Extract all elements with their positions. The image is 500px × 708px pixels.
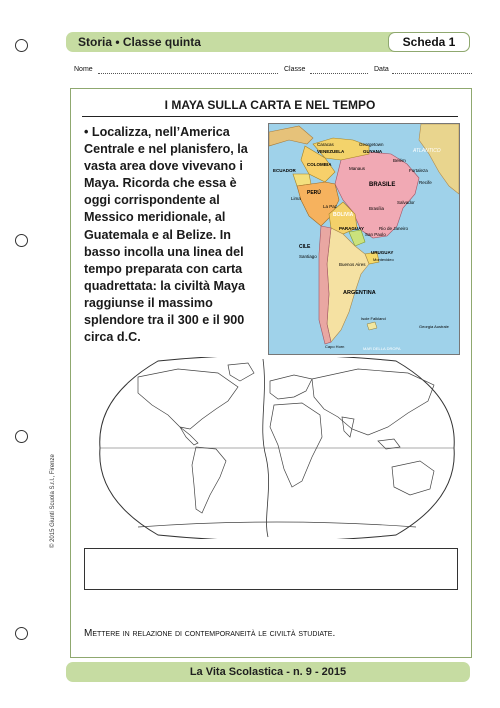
map-label: ARGENTINA	[343, 290, 376, 296]
name-label: Nome	[74, 66, 93, 73]
map-label: Isole Falkland	[361, 316, 386, 321]
map-label: GUYANA	[363, 149, 383, 154]
map-label: COLOMBIA	[307, 162, 332, 167]
map-label: Georgia Australe	[419, 324, 449, 329]
world-map-graphic	[98, 357, 456, 539]
south-america-map	[268, 123, 460, 355]
sheet-number: Scheda 1	[388, 32, 470, 52]
map-label: BOLIVIA	[333, 212, 354, 218]
map-label: PARAGUAY	[339, 226, 365, 231]
map-label: PERÚ	[307, 190, 321, 196]
copyright-note: © 2015 Giunti Scuola S.r.l., Firenze	[50, 454, 56, 548]
map-label: San Paolo	[365, 232, 386, 237]
map-label: Brasília	[369, 206, 385, 211]
title-divider	[82, 116, 458, 117]
timeline-paste-area[interactable]	[84, 548, 458, 590]
name-field[interactable]	[98, 73, 278, 74]
binder-hole	[15, 234, 28, 247]
exercise-text: • Localizza, nell’America Centrale e nel planisfero, la vasta area dove vivevano i Maya. Ricorda che essa è oggi corrispondente al Messico meridionale, al Guatemala e al Belize. In basso incolla una linea del tempo preparata con carta quadrettata: la civiltà Maya raggiunse il massimo splendore tra il 300 e il 900 circa d.C.	[84, 125, 248, 345]
map-label: Recife	[419, 180, 432, 185]
map-label: MAR DELLA DROPA	[363, 346, 401, 351]
map-label: Santiago	[299, 254, 317, 259]
subject-title: Storia • Classe quinta	[78, 35, 201, 49]
class-field[interactable]	[310, 73, 368, 74]
binder-hole	[15, 39, 28, 52]
map-label: Manaus	[349, 166, 366, 171]
page-title: I MAYA SULLA CARTA E NEL TEMPO	[164, 98, 376, 112]
south-america-map-graphic	[269, 124, 459, 354]
footer-bar: La Vita Scolastica - n. 9 - 2015	[66, 662, 470, 682]
map-label: Belém	[393, 158, 406, 163]
map-label: BRASILE	[369, 182, 396, 188]
date-label: Data	[374, 66, 389, 73]
student-fields	[74, 66, 474, 80]
binder-hole	[15, 627, 28, 640]
date-field[interactable]	[392, 73, 472, 74]
map-label: Caracas	[317, 142, 334, 147]
map-label: VENEZUELA	[317, 149, 345, 154]
map-label: Lima	[291, 196, 301, 201]
map-label: CILE	[299, 244, 311, 250]
map-label: La Paz	[323, 204, 338, 209]
map-label: ATLANTICO	[413, 148, 441, 154]
map-label: Fortaleza	[409, 168, 428, 173]
instruction-text: Mettere in relazione di contemporaneità le civiltà studiate.	[84, 628, 336, 639]
map-label: Capo Horn	[325, 344, 345, 349]
binder-hole	[15, 430, 28, 443]
map-label: Buenos Aires	[339, 262, 366, 267]
world-map-outline	[98, 357, 456, 539]
header-bar	[66, 32, 470, 52]
map-label: ECUADOR	[273, 168, 296, 173]
map-label: Salvador	[397, 200, 415, 205]
map-label: Rio de Janeiro	[379, 226, 409, 231]
map-label: Georgetown	[359, 142, 384, 147]
map-label: URUGUAY	[371, 250, 394, 255]
class-label: Classe	[284, 66, 306, 73]
map-label: Montevideo	[373, 257, 394, 262]
